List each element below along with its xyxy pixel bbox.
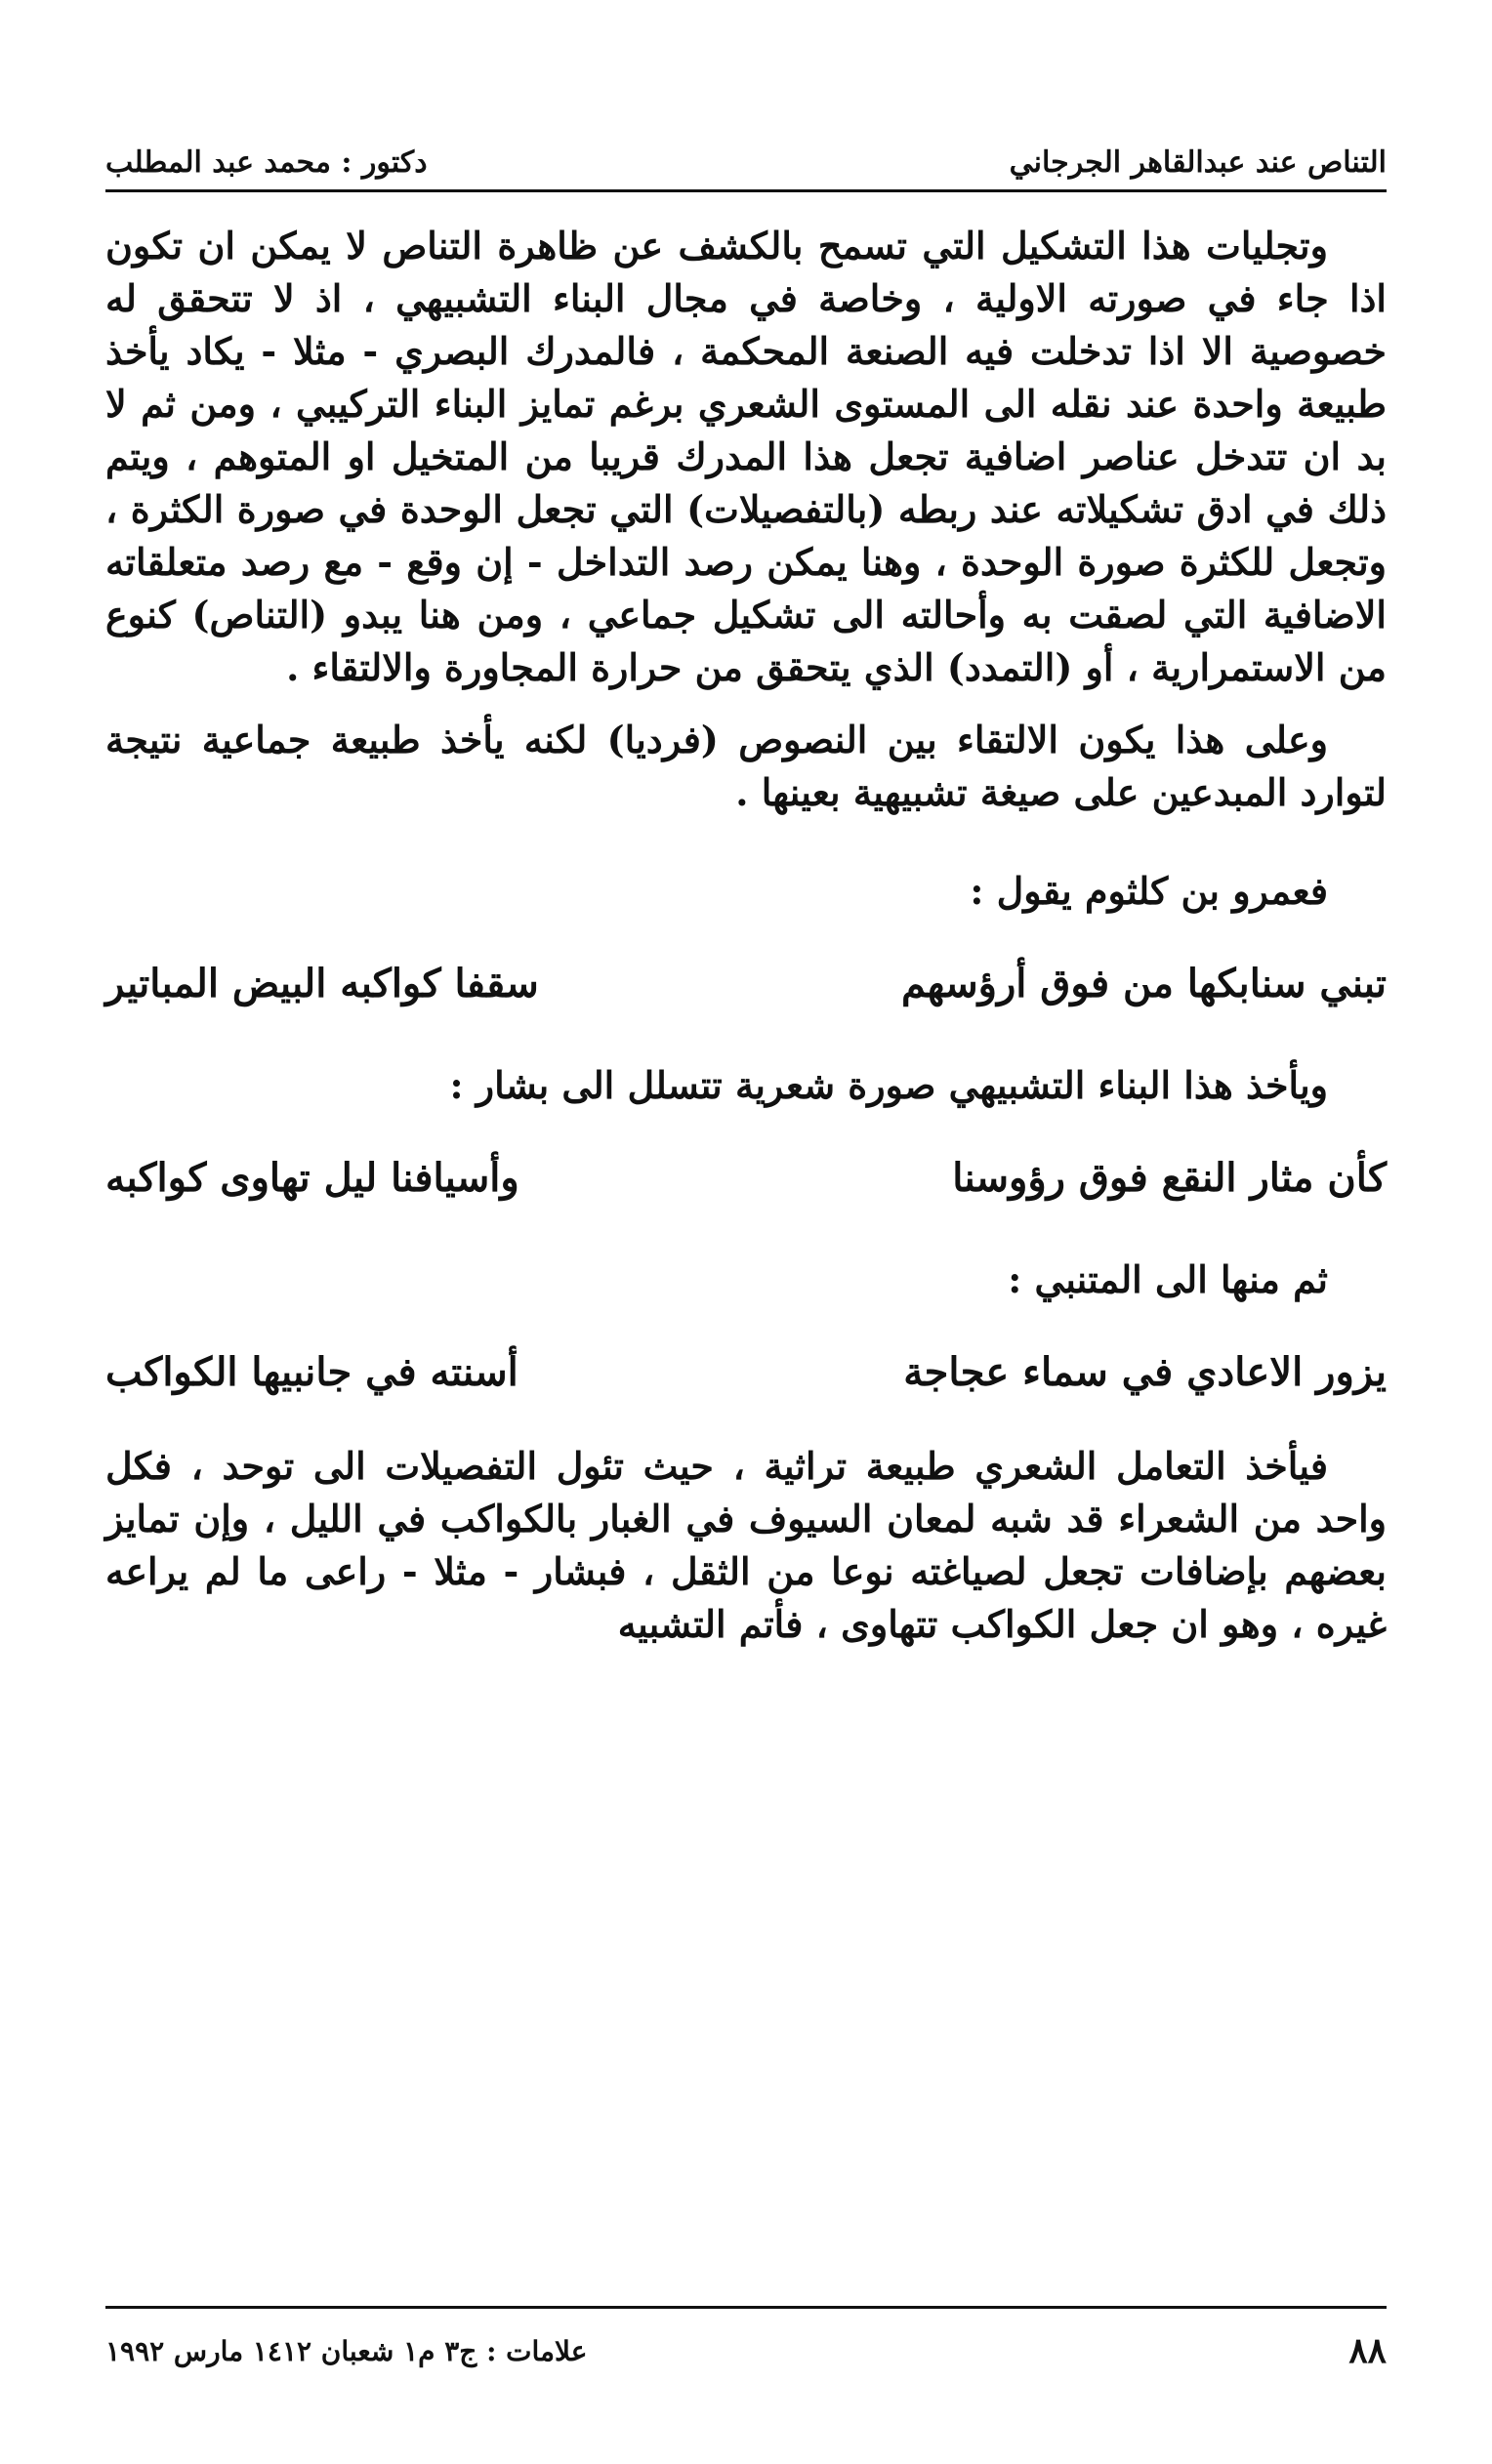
verse-2-second-hemistich: وأسيافنا ليل تهاوى كواكبه [105,1155,519,1202]
verse-3 [105,1345,1387,1401]
verse-2-first-hemistich: كأن مثار النقع فوق رؤوسنا [952,1155,1387,1202]
header-title: التناص عند عبدالقاهر الجرجاني [1009,145,1387,180]
verse-intro-1: فعمرو بن كلثوم يقول : [970,869,1328,914]
paragraph-1: وتجليات هذا التشكيل التي تسمح بالكشف عن ظاهرة التناص لا يمكن ان تكون اذا جاء في صورته الاولية ، وخاصة في مجال البناء التشبيهي ، اذ لا تتحقق له خصوصية الا اذا تدخلت فيه الصنعة المحكمة ، فالمدرك البصري - مثلا - يكاد يأخذ طبيعة واحدة عند نقله الى المستوى الشعري برغم تمايز البناء التركيبي ، ومن ثم لا بد ان تتدخل عناصر اضافية تجعل هذا المدرك قريبا من المتخيل او المتوهم ، ويتم ذلك في ادق تشكيلاته عند ربطه (بالتفصيلات) التي تجعل الوحدة في صورة الكثرة ، وتجعل للكثرة صورة الوحدة ، وهنا يمكن رصد التداخل - إن وقع - مع رصد متعلقاته الاضافية التي لصقت به وأحالته الى تشكيل جماعي ، ومن هنا يبدو (التناص) كنوع من الاستمرارية ، أو (التمدد) الذي يتحقق من حرارة المجاورة والالتقاء . [105,224,1387,689]
running-header [105,109,1387,192]
verse-2 [105,1151,1387,1207]
paragraph-2: وعلى هذا يكون الالتقاء بين النصوص (فرديا) لكنه يأخذ طبيعة جماعية نتيجة لتوارد المبدعين على صيغة تشبيهية بعينها . [105,717,1387,814]
page-number: ٨٨ [1348,2330,1387,2371]
paragraph-3: فيأخذ التعامل الشعري طبيعة تراثية ، حيث تئول التفصيلات الى توحد ، فكل واحد من الشعراء قد شبه لمعان السيوف في الغبار بالكواكب في الليل ، وإن تمايز بعضهم بإضافات تجعل لصياغته نوعا من الثقل ، فبشار - مثلا - راعى ما لم يراعه غيره ، وهو ان جعل الكواكب تتهاوى ، فأتم التشبيه [105,1443,1387,1646]
page-footer [105,2306,1387,2371]
publication-info: علامات : ج٣ م١ شعبان ١٤١٢ مارس ١٩٩٢ [105,2334,588,2367]
verse-1-second-hemistich: سقفا كواكبه البيض المباتير [105,961,539,1007]
verse-3-second-hemistich: أسنته في جانبيها الكواكب [105,1348,518,1395]
verse-3-first-hemistich: يزور الاعادي في سماء عجاجة [903,1348,1387,1395]
verse-intro-3: ثم منها الى المتنبي : [1008,1256,1328,1301]
page-body [105,220,1387,1670]
header-author: دكتور : محمد عبد المطلب [105,145,428,180]
verse-1-first-hemistich: تبني سنابكها من فوق أرؤسهم [901,961,1387,1007]
verse-1 [105,957,1387,1012]
verse-intro-2: ويأخذ هذا البناء التشبيهي صورة شعرية تتسلل الى بشار : [449,1063,1328,1108]
